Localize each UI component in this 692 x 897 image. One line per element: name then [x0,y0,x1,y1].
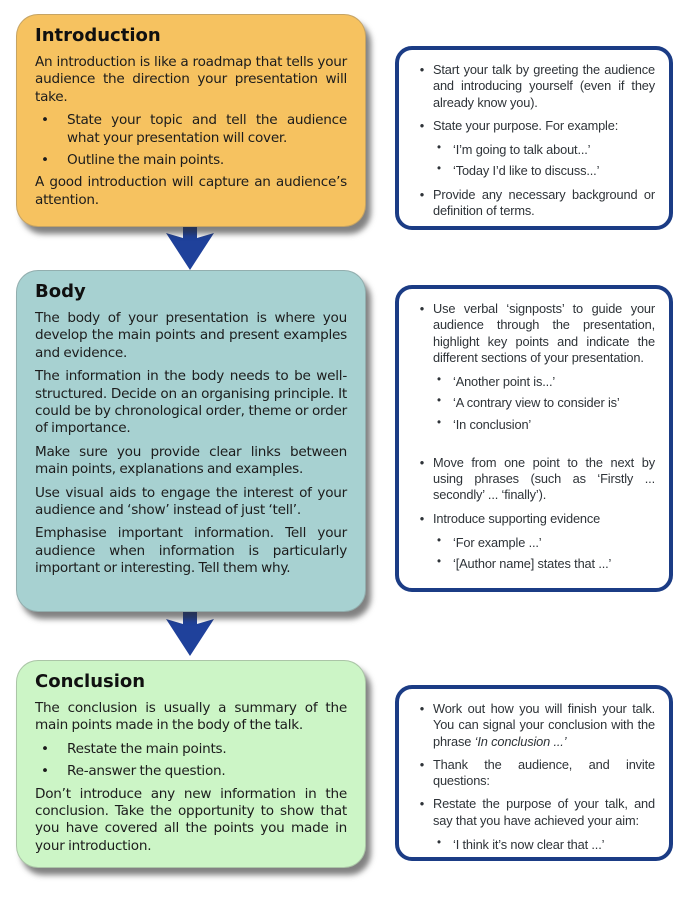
stage-introduction-title: Introduction [35,25,161,46]
stage-conclusion-paragraph: Don’t introduce any new information in the conclusion. Take the opportunity to show that you have covered all the points you made in your introduction. [35,785,347,854]
bullet-icon: • [437,416,442,429]
tip-subitem [437,373,655,390]
tip-subtext: ‘In conclusion’ [453,416,532,432]
tip-subtext: ‘Another point is...’ [453,374,556,389]
tip-text: Provide any necessary background or definition of terms. [433,186,655,218]
bullet-icon: • [41,112,50,129]
tip-text: Restate the purpose of your talk, and say that you have achieved your aim: [433,796,655,828]
tip-text: Introduce supporting evidence [433,510,601,526]
stage-conclusion [16,660,366,868]
tip-text: State your purpose. For example: [433,117,619,133]
tip-item [411,187,655,220]
tip-item [411,301,655,366]
bullet-icon: • [419,796,425,812]
stage-body-paragraph: Use visual aids to engage the interest of your audience and ‘show’ instead of just ‘tell’. [35,484,347,518]
tip-text: Thank the audience, and invite questions: [433,756,655,788]
bullet-icon: • [419,301,425,316]
stage-body-paragraph: The body of your presentation is where you develop the main points and present examples and evidence. [35,310,347,361]
stage-conclusion-title: Conclusion [35,671,146,692]
stage-introduction-paragraph: An introduction is like a roadmap that tells your audience the direction your presentation will take. [35,54,347,105]
stage-body-title: Body [35,281,86,302]
tip-subitem [437,394,655,411]
stage-body-paragraph: The information in the body needs to be well-structured. Decide on an organising principle. It could be by chronological order, theme or order of importance. [35,368,347,437]
tip-item [411,118,655,134]
arrow-down-icon [162,222,218,272]
stage-introduction [16,14,366,227]
tip-subitem [437,836,655,853]
tip-subitem [437,534,655,551]
bullet-icon: • [419,510,425,526]
tip-subitem [437,141,655,158]
stage-introduction-paragraph: A good introduction will capture an audience’s attention. [35,174,347,208]
tip-text: Use verbal ‘signposts’ to guide your audience through the presentation, highlight key points and indicate the different sections of your presentation. [433,301,655,365]
tip-subitem [437,555,655,572]
bullet-icon: • [41,740,50,757]
tip-subtext: ‘Today I’d like to discuss...’ [453,163,600,179]
arrow-down-icon [162,608,218,658]
bullet-icon: • [419,701,425,716]
bullet-icon: • [437,142,442,154]
tip-subtext: ‘[Author name] states that ...’ [453,556,612,572]
stage-body [16,270,366,612]
bullet-item [35,112,347,147]
tip-subitem [437,162,655,179]
bullet-icon: • [437,395,442,408]
bullet-icon: • [419,62,425,77]
bullet-icon: • [419,756,425,772]
bullet-icon: • [419,186,425,202]
tips-body [395,285,673,592]
tip-item [411,62,655,111]
tips-introduction [395,46,673,230]
bullet-icon: • [437,163,442,176]
tip-item [411,455,655,504]
stage-body-paragraph: Make sure you provide clear links between main points, explanations and examples. [35,443,347,478]
tip-subtext: ‘I think it’s now clear that ...’ [453,836,605,852]
tip-item [411,757,655,790]
bullet-icon: • [437,534,442,547]
tip-text: Move from one point to the next by using phrases (such as ‘Firstly ... secondly’ ... ‘finally’). [433,454,655,503]
tip-text-italic: ‘In conclusion ...’ [474,733,567,749]
bullet-icon: • [437,836,442,849]
bullet-item [35,763,347,780]
tip-item [411,511,655,527]
tip-subtext: ‘I’m going to talk about...’ [453,142,591,157]
bullet-icon: • [41,151,50,168]
bullet-icon: • [437,556,442,569]
bullet-text: Outline the main points. [67,151,224,168]
tips-conclusion [395,685,673,861]
bullet-item [35,741,347,758]
bullet-text: Restate the main points. [67,740,227,757]
bullet-item [35,152,347,169]
stage-conclusion-paragraph: The conclusion is usually a summary of the main points made in the body of the talk. [35,700,347,734]
bullet-text: State your topic and tell the audience what your presentation will cover. [67,112,347,146]
tip-item [411,701,655,750]
tip-text-prefix: Work out how you will finish your talk. You can signal your conclusion with the phrase [433,701,655,749]
tip-subitem [437,416,655,433]
tip-subtext: ‘A contrary view to consider is’ [453,395,620,411]
tip-text [433,701,655,750]
bullet-icon: • [419,454,425,470]
tip-text: Start your talk by greeting the audience and introducing yourself (even if they already know you). [433,62,655,110]
bullet-text: Re-answer the question. [67,763,226,780]
stage-body-paragraph: Emphasise important information. Tell your audience when information is particularly important or interesting. Tell them why. [35,525,347,577]
bullet-icon: • [41,763,50,780]
bullet-icon: • [437,374,442,386]
bullet-icon: • [419,117,425,133]
tip-item [411,796,655,829]
tip-subtext: ‘For example ...’ [453,534,542,550]
